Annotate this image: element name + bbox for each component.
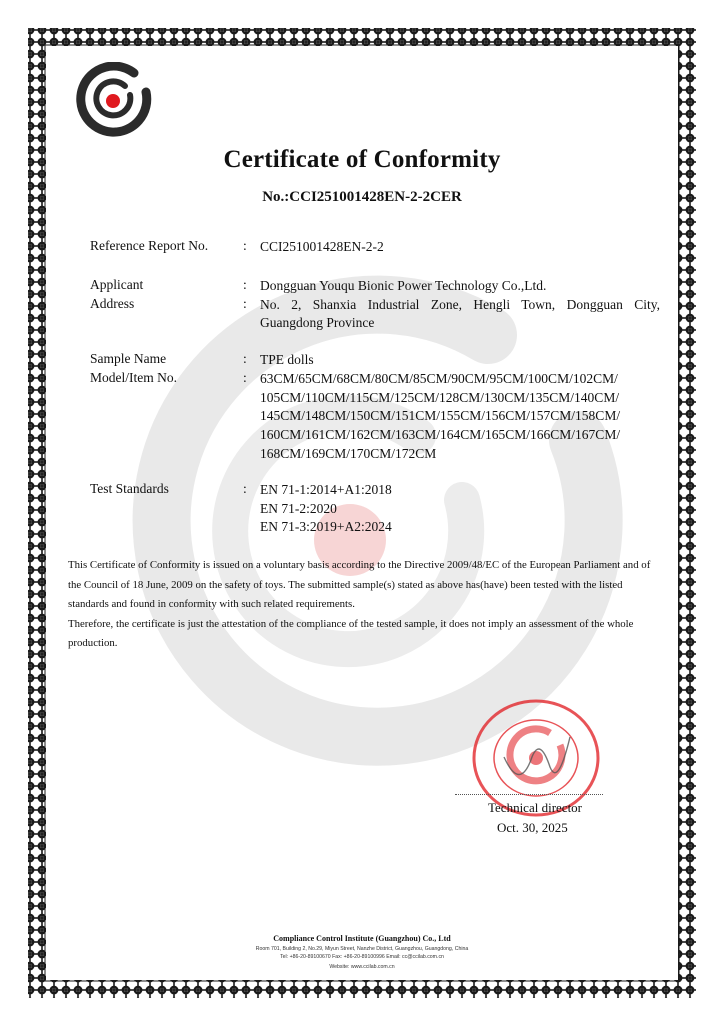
standard-line: EN 71-2:2020 <box>260 500 337 516</box>
model-line: 63CM/65CM/68CM/80CM/85CM/90CM/95CM/100CM/102CM/ <box>260 371 618 386</box>
statement-paragraph: Therefore, the certificate is just the attestation of the compliance of the tested sample, it does not imply an assessment of the whole production. <box>68 617 634 649</box>
address-line-1: No. 2, Shanxia Industrial Zone, Hengli Town, Dongguan City, <box>260 297 660 312</box>
certificate-number: No.:CCI251001428EN-2-2CER <box>262 189 462 205</box>
field-colon: : <box>243 351 247 366</box>
sample-name-label: Sample Name <box>90 351 167 366</box>
signatory-title: Technical director <box>488 800 583 815</box>
applicant-label: Applicant <box>90 277 144 292</box>
address-label: Address <box>90 296 135 311</box>
model-line: 168CM/169CM/170CM/172CM <box>260 445 437 461</box>
address-line-2: Guangdong Province <box>260 315 375 330</box>
reference-report-label: Reference Report No. <box>90 238 209 253</box>
model-line: 160CM/161CM/162CM/163CM/164CM/165CM/166CM/167CM/ <box>260 427 621 443</box>
model-label: Model/Item No. <box>90 370 177 385</box>
footer-website: Website: www.ccilab.com.cn <box>329 964 395 970</box>
statement-paragraph: This Certificate of Conformity is issued on a voluntary basis according to the Directive 2009/48/EC of the European Parliament and of the Council of 18 June, 2009 on the safety of toys. The submitted sample(s) stated as above has(have) been tested with the listed standards and found in conformity with such related requirements. <box>68 559 651 610</box>
standard-line: EN 71-1:2014+A1:2018 <box>260 482 392 497</box>
page-title: Certificate of Conformity <box>223 146 501 173</box>
reference-report-value: CCI251001428EN-2-2 <box>260 239 384 254</box>
test-standards-label: Test Standards <box>90 481 169 496</box>
field-colon: : <box>243 277 247 292</box>
field-colon: : <box>243 238 247 253</box>
conformity-statement <box>68 556 660 654</box>
applicant-value: Dongguan Youqu Bionic Power Technology Co.,Ltd. <box>260 278 547 293</box>
target-logo-icon <box>76 62 154 140</box>
issue-date: Oct. 30, 2025 <box>497 820 568 835</box>
model-value-list <box>260 370 660 464</box>
footer-address: Room 701, Building 2, No.29, Miyun Street, Nanzhe District, Guangzhou, Guangdong, China <box>255 946 469 952</box>
test-standards-list <box>260 481 660 537</box>
footer-company-name: Compliance Control Institute (Guangzhou) Co., Ltd <box>273 934 451 943</box>
field-colon: : <box>243 370 247 385</box>
model-line: 105CM/110CM/115CM/125CM/128CM/130CM/135CM/140CM/ <box>260 389 620 405</box>
sample-name-value: TPE dolls <box>260 352 314 367</box>
signature-line <box>455 794 603 795</box>
footer-contact: Tel: +86-20-89100670 Fax: +86-20-89100996 Email: cc@ccilab.com.cn <box>280 954 444 960</box>
field-colon: : <box>243 481 247 496</box>
field-colon: : <box>243 296 247 311</box>
standard-line: EN 71-3:2019+A2:2024 <box>260 519 392 535</box>
model-line: 145CM/148CM/150CM/151CM/155CM/156CM/157CM/158CM/ <box>260 408 621 424</box>
